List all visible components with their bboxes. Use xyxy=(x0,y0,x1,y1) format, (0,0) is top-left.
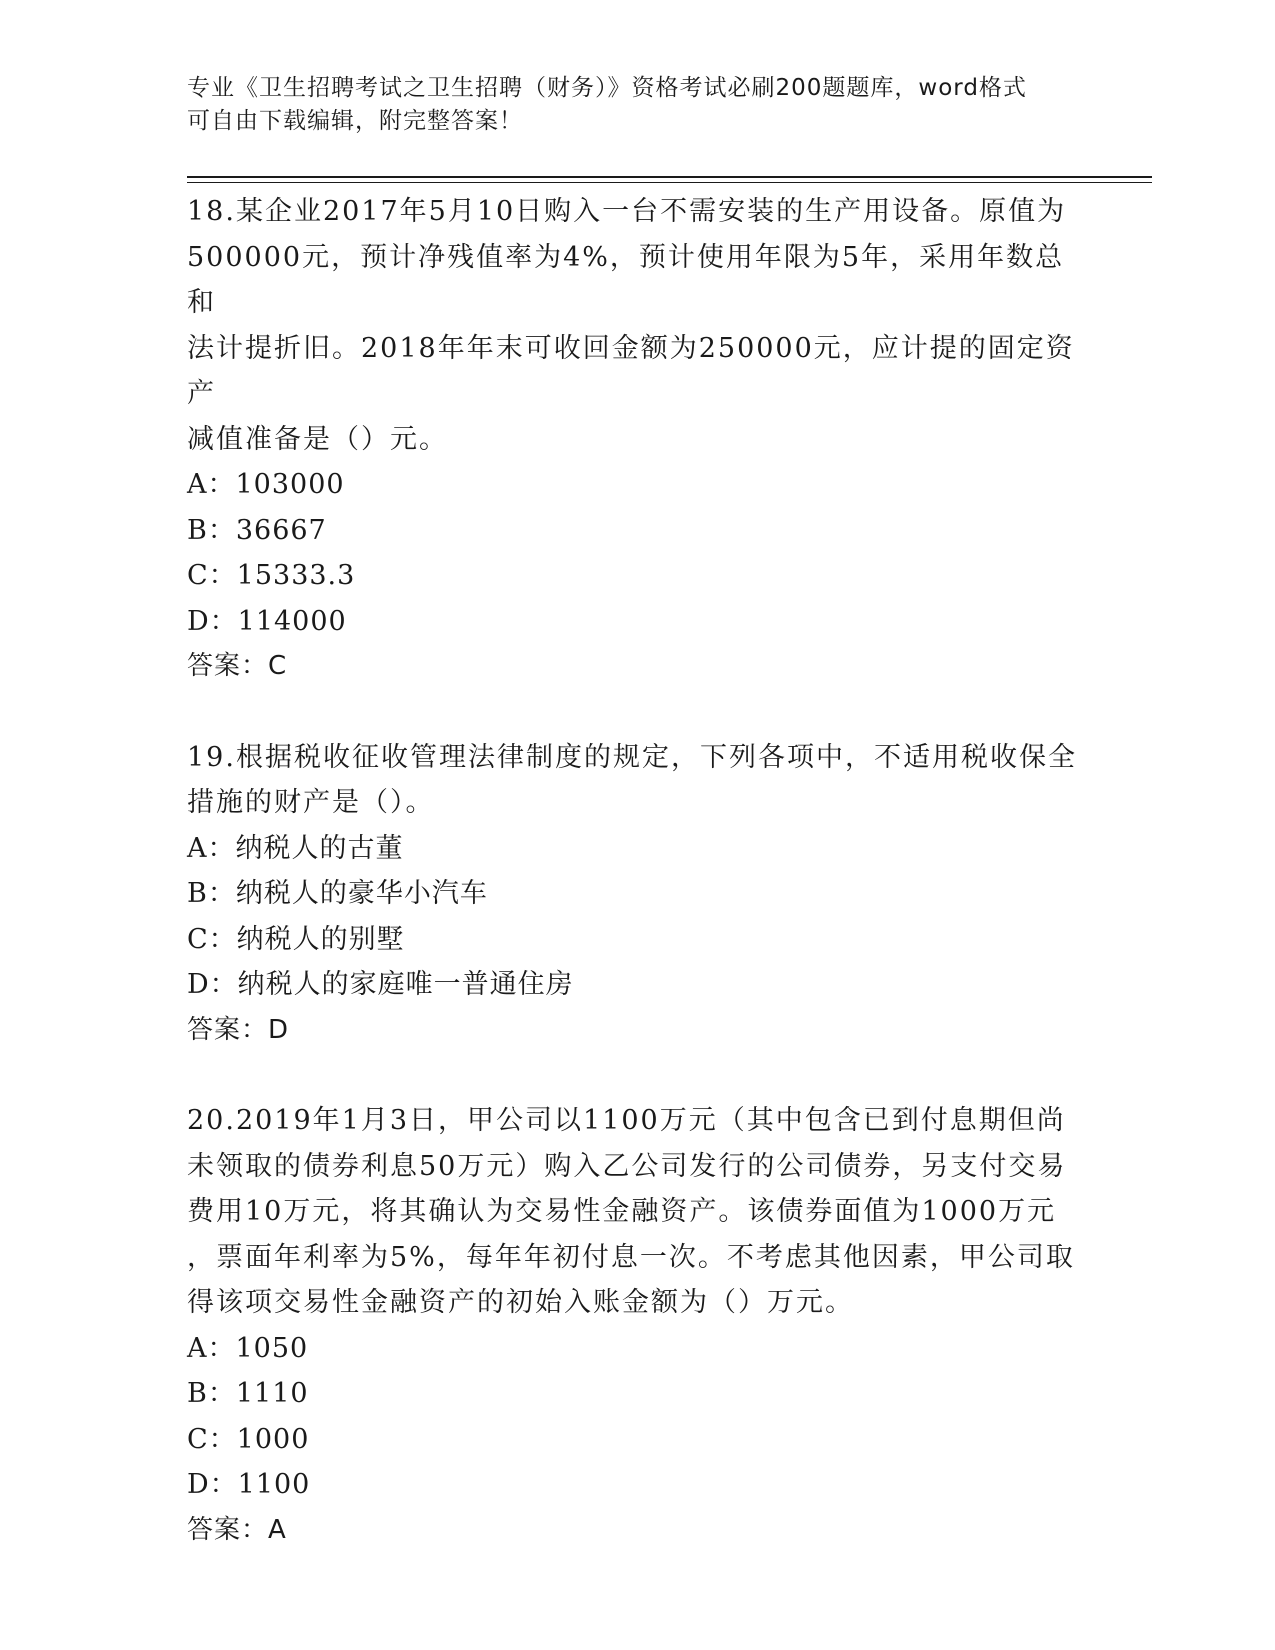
stem-line: 减值准备是（）元。 xyxy=(187,423,448,455)
stem-line: 措施的财产是（）。 xyxy=(187,787,435,818)
option-b: B：1110 xyxy=(187,1378,309,1409)
option-d: D：纳税人的家庭唯一普通住房 xyxy=(187,969,574,1000)
stem-line: 未领取的债券利息50万元）购入乙公司发行的公司债券，另支付交易 xyxy=(187,1150,1067,1182)
question-18 xyxy=(187,189,1087,690)
question-list xyxy=(187,189,1087,1598)
option-b: B：36667 xyxy=(187,514,327,546)
stem-line: 法计提折旧。2018年年末可收回金额为250000元，应计提的固定资产 xyxy=(187,332,1075,409)
option-b: B：纳税人的豪华小汽车 xyxy=(187,878,488,909)
option-a: A：纳税人的古董 xyxy=(187,832,404,864)
option-c: C：15333.3 xyxy=(187,560,356,591)
stem-line: 500000元，预计净残值率为4%，预计使用年限为5年，采用年数总和 xyxy=(187,241,1065,318)
question-stem xyxy=(187,1098,1087,1326)
stem-line: 19.根据税收征收管理法律制度的规定，下列各项中，不适用税收保全 xyxy=(187,741,1077,773)
option-c: C：1000 xyxy=(187,1423,310,1455)
question-20 xyxy=(187,1098,1087,1553)
header-line-1: 专业《卫生招聘考试之卫生招聘（财务）》资格考试必刷200题题库，word格式 xyxy=(187,75,1027,101)
option-a: A：103000 xyxy=(187,469,345,500)
header-line-2: 可自由下载编辑，附完整答案！ xyxy=(187,108,523,134)
answer-line: 答案：A xyxy=(187,1514,287,1545)
header-divider-thick xyxy=(187,176,1152,178)
option-d: D：1100 xyxy=(187,1469,311,1500)
stem-line: 20.2019年1月3日，甲公司以1100万元（其中包含已到付息期但尚 xyxy=(187,1105,1066,1136)
question-stem xyxy=(187,189,1087,462)
stem-line: 费用10万元，将其确认为交易性金融资产。该债券面值为1000万元 xyxy=(187,1196,1057,1227)
answer-line: 答案：C xyxy=(187,651,288,681)
question-stem xyxy=(187,735,1087,826)
header-divider-thin xyxy=(187,182,1152,183)
answer-line: 答案：D xyxy=(187,1014,290,1045)
option-a: A：1050 xyxy=(187,1332,309,1364)
stem-line: 18.某企业2017年5月10日购入一台不需安装的生产用设备。原值为 xyxy=(187,196,1067,227)
document-header xyxy=(187,72,1087,138)
option-c: C：纳税人的别墅 xyxy=(187,923,405,955)
stem-line: ，票面年利率为5%，每年年初付息一次。不考虑其他因素，甲公司取 xyxy=(187,1241,1075,1273)
question-19 xyxy=(187,735,1087,1054)
option-d: D：114000 xyxy=(187,605,347,637)
stem-line: 得该项交易性金融资产的初始入账金额为（）万元。 xyxy=(187,1287,854,1318)
